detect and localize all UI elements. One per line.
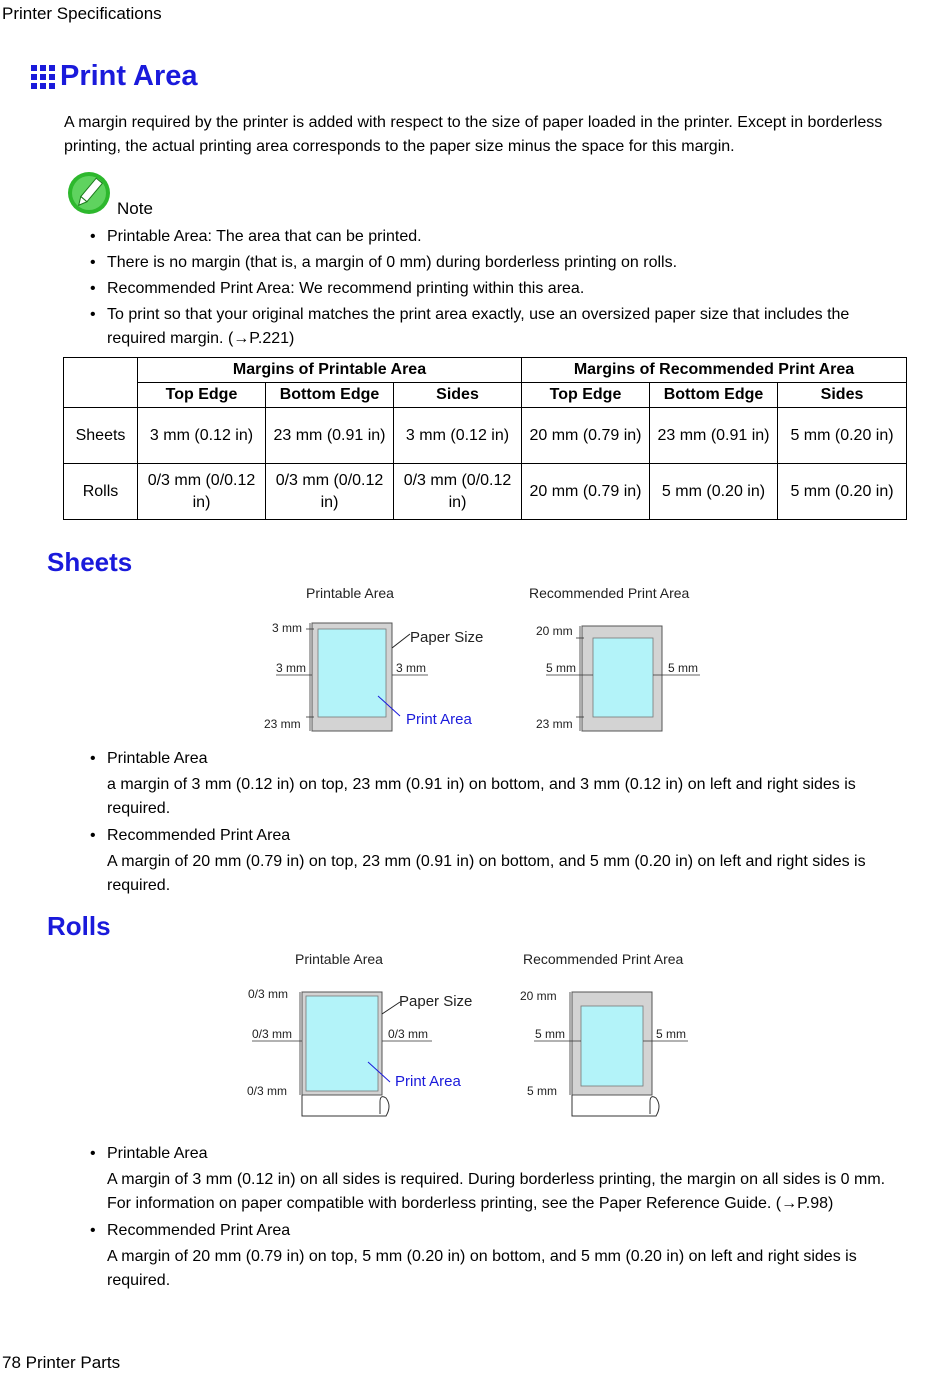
grid-icon — [30, 64, 56, 90]
paper-size-label: Paper Size — [399, 993, 473, 1010]
column-header: Bottom Edge — [650, 383, 778, 408]
table-cell: 5 mm (0.20 in) — [778, 408, 907, 464]
table-cell: 0/3 mm (0/0.12 in) — [138, 464, 266, 520]
table-cell: 0/3 mm (0/0.12 in) — [266, 464, 394, 520]
print-area-box — [306, 996, 378, 1091]
item-body: A margin of 3 mm (0.12 in) on all sides is required. During borderless printing, the margin on all sides is 0 mm. For information on paper compatible with borderless printing, see the Paper Reference Guide. (→P.98) — [107, 1171, 886, 1212]
list-item — [64, 824, 904, 898]
list-item: • Recommended Print Area: We recommend printing within this area. — [64, 277, 904, 301]
leader-line — [392, 634, 410, 648]
rolls-heading: Rolls — [47, 911, 111, 941]
row-label: Sheets — [64, 408, 138, 464]
table-cell: 5 mm (0.20 in) — [778, 464, 907, 520]
print-area-label: Print Area — [395, 1073, 461, 1090]
margin-label: 20 mm — [536, 624, 573, 638]
item-body: a margin of 3 mm (0.12 in) on top, 23 mm (0.91 in) on bottom, and 3 mm (0.12 in) on left and right sides is required. — [107, 776, 856, 817]
group-header-recommended: Margins of Recommended Print Area — [522, 358, 907, 383]
table-row — [64, 464, 907, 520]
item-title: • Printable Area — [107, 750, 208, 767]
table-header-row — [64, 383, 907, 408]
page-title-row — [30, 60, 198, 93]
list-item — [64, 1142, 904, 1216]
table-cell: 5 mm (0.20 in) — [650, 464, 778, 520]
margin-label: 0/3 mm — [248, 987, 289, 1001]
print-area-label: Print Area — [406, 711, 472, 728]
table-cell: 23 mm (0.91 in) — [266, 408, 394, 464]
margin-label: 3 mm — [272, 621, 302, 635]
roll-curl — [572, 1095, 659, 1116]
running-header: Printer Specifications — [2, 4, 162, 23]
margin-label: 23 mm — [536, 717, 573, 731]
item-body: A margin of 20 mm (0.79 in) on top, 5 mm (0.20 in) on bottom, and 5 mm (0.20 in) on left and right sides is required. — [107, 1248, 857, 1289]
margins-table — [63, 357, 907, 520]
item-title: • Printable Area — [107, 1145, 208, 1162]
diagram-title-printable: Printable Area — [295, 951, 383, 967]
margin-label: 23 mm — [264, 717, 301, 731]
margin-label: 3 mm — [276, 661, 306, 675]
margin-label: 0/3 mm — [388, 1027, 429, 1041]
list-item — [64, 747, 904, 821]
table-cell: 0/3 mm (0/0.12 in) — [394, 464, 522, 520]
pencil-note-icon — [67, 171, 111, 215]
diagram-title-recommended: Recommended Print Area — [523, 951, 684, 967]
margin-label: 5 mm — [535, 1027, 565, 1041]
rolls-list — [64, 1142, 904, 1296]
table-corner-cell — [64, 358, 138, 408]
roll-curl — [302, 1095, 389, 1116]
note-list — [64, 225, 904, 353]
list-item — [64, 1219, 904, 1293]
print-area-box — [593, 638, 653, 717]
page-footer: 78 Printer Parts — [2, 1353, 121, 1372]
margin-label: 5 mm — [527, 1084, 557, 1098]
table-cell: 3 mm (0.12 in) — [394, 408, 522, 464]
sheets-heading: Sheets — [47, 547, 133, 577]
list-item: • Printable Area: The area that can be printed. — [64, 225, 904, 249]
margin-label: 5 mm — [656, 1027, 686, 1041]
paper-size-label: Paper Size — [410, 629, 484, 646]
print-area-box — [581, 1006, 643, 1086]
item-title: • Recommended Print Area — [107, 827, 291, 844]
table-header-row — [64, 358, 907, 383]
list-item: • There is no margin (that is, a margin of 0 mm) during borderless printing on rolls. — [64, 251, 904, 275]
table-cell: 20 mm (0.79 in) — [522, 408, 650, 464]
rolls-diagram — [240, 944, 710, 1129]
sheets-list — [64, 747, 904, 901]
sheets-diagram — [250, 578, 720, 743]
margin-label: 0/3 mm — [252, 1027, 293, 1041]
diagram-title-recommended: Recommended Print Area — [529, 585, 690, 601]
margin-label: 3 mm — [396, 661, 426, 675]
column-header: Sides — [394, 383, 522, 408]
column-header: Bottom Edge — [266, 383, 394, 408]
list-item: • To print so that your original matches the print area exactly, use an oversized paper size that includes the required margin. (→P.221) — [64, 303, 904, 351]
column-header: Top Edge — [138, 383, 266, 408]
table-cell: 20 mm (0.79 in) — [522, 464, 650, 520]
margin-label: 5 mm — [546, 661, 576, 675]
diagram-title-printable: Printable Area — [306, 585, 394, 601]
intro-paragraph: A margin required by the printer is added with respect to the size of paper loaded in the printer. Except in borderless printing, the actual printing area corresponds to the paper size minus the space for this margin. — [64, 114, 883, 155]
item-body: A margin of 20 mm (0.79 in) on top, 23 mm (0.91 in) on bottom, and 5 mm (0.20 in) on left and right sides is required. — [107, 853, 866, 894]
table-row — [64, 408, 907, 464]
column-header: Top Edge — [522, 383, 650, 408]
note-label: Note — [117, 199, 153, 218]
row-label: Rolls — [64, 464, 138, 520]
print-area-box — [318, 629, 386, 717]
table-cell: 3 mm (0.12 in) — [138, 408, 266, 464]
item-title: • Recommended Print Area — [107, 1222, 291, 1239]
margin-label: 20 mm — [520, 989, 557, 1003]
table-cell: 23 mm (0.91 in) — [650, 408, 778, 464]
group-header-printable: Margins of Printable Area — [138, 358, 522, 383]
margin-label: 5 mm — [668, 661, 698, 675]
leader-line — [382, 1002, 400, 1014]
column-header: Sides — [778, 383, 907, 408]
page-title: Print Area — [60, 60, 198, 92]
margin-label: 0/3 mm — [247, 1084, 288, 1098]
